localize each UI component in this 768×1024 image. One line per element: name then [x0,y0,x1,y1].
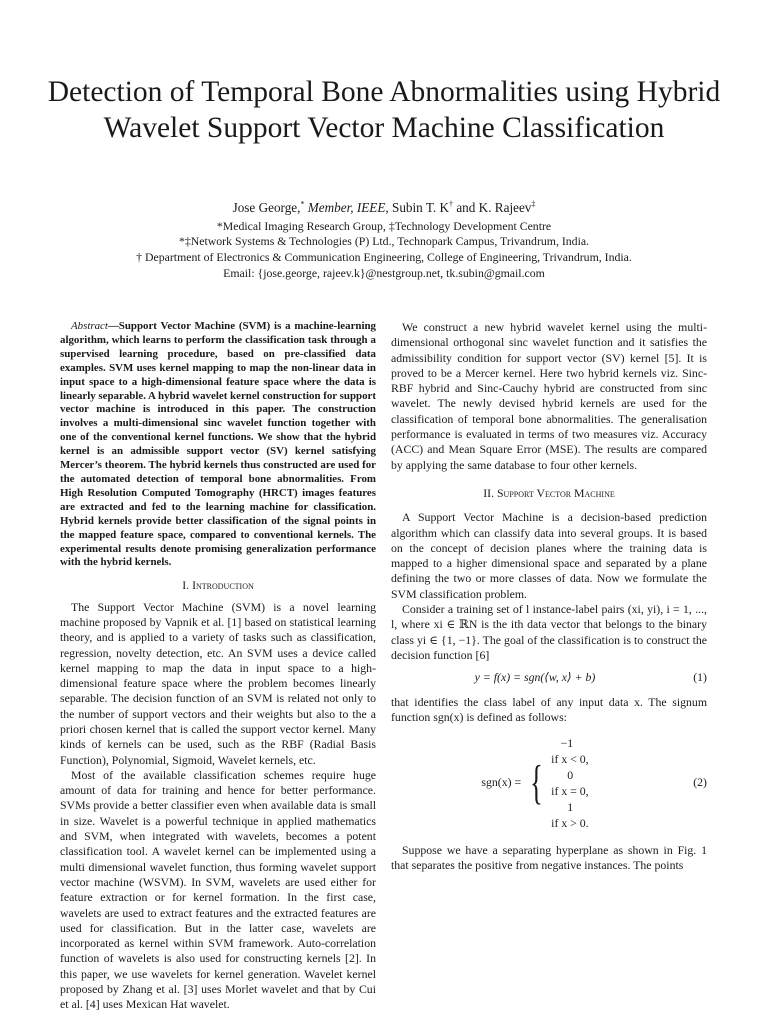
affiliation-line: *Medical Imaging Research Group, ‡Technology Development Centre [216,219,552,233]
section-number: I. [182,578,190,593]
author-line [20,200,748,216]
intro-paragraph-3: We construct a new hybrid wavelet kernel using the multi-dimensional orthogonal sinc wavelet function and it satisfies the admissibility condition for support vector (SV) kernel [5]. It is proved to be a Mercer kernel. Here two hybrid kernels viz. Sinc-RBF hybrid and Sinc-Cauchy hybrid are constructed from sinc wavelet. The newly devised hybrid kernels are used for the classification of temporal bone abnormalities. The generalisation performance is evaluated in terms of two measures viz. Accuracy (ACC) and Mean Square Error (MSE). The results are compared by applying the same database to four other kernels. [391,320,707,472]
svm-paragraph-2: Consider a training set of l instance-label pairs (xi, yi), i = 1, ..., l, where xi ∈ ℝN is the ith data vector that belongs to the binary class yi ∈ {1, −1}. The goal of the classification is to construct the decision function [6] [391,602,707,662]
section-heading-svm [391,486,707,501]
equation-1 [391,670,707,685]
case-row: 0 if x = 0, [551,768,589,799]
section-heading-introduction [60,578,376,593]
equation-2-body [481,735,588,831]
affiliation-line: *‡Network Systems & Technologies (P) Ltd., Technopark Campus, Trivandrum, India. [178,234,590,248]
abstract-text: —Support Vector Machine (SVM) is a machine-learning algorithm, which learns to perform the classification task through a supervised learning procedure, based on pre-classified data examples. SVM uses kernel mapping to map the non-linear data in input space to a high-dimensional feature space where the data is linearly separable. A hybrid wavelet kernel construction for support vector machine is introduced in this paper. The construction involves a multi-dimensional sinc wavelet function together with one of the conventional kernel functions. We show that the hybrid kernel is an admissible support vector (SV) kernel satisfying Mercer’s theorem. The hybrid kernels thus constructed are used for the automated detection of temporal bone abnormalities. From High Resolution Computed Tomography (HRCT) images features are extracted and fed to the learning machine for classification. Hybrid kernels provide better classification of the signal points in the mapped feature space, compared to conventional kernels. The experimental results denote promising generalization performance with the hybrid kernels. [60,320,376,569]
author-jose: Jose George,* Member, IEEE, [232,199,389,215]
author-subin: Subin T. K† [392,199,454,215]
intro-paragraph-1: The Support Vector Machine (SVM) is a novel learning machine proposed by Vapnik et al. [1] based on statistical learning theory, and is applied to a variety of tasks such as classification, regression, novelty detection, etc. An SVM uses a device called kernel mapping to map the data in input space to a high-dimensional feature space where the problem becomes linearly separable. The decision function of an SVM is related not only to the number of support vectors and their weights but also to the a priori chosen kernel that is called the support vector kernel. Many kinds of kernels can be used, such as the RBF (Radial Basis Function), Polynomial, Sigmoid, Wavelet kernels, etc. [60,599,376,767]
equation-2 [391,735,707,831]
equation-1-number: (1) [693,670,707,685]
section-title: Introduction [192,578,254,593]
email-line: Email: {jose.george, rajeev.k}@nestgroup.net, tk.subin@gmail.com [223,266,545,280]
equation-2-cases [551,735,588,831]
equation-2-lhs: sgn(x) = [481,775,522,790]
abstract-label: Abstract [71,320,108,332]
svm-paragraph-3: that identifies the class label of any input data x. The signum function sgn(x) is defined as follows: [391,694,707,724]
author-rajeev: K. Rajeev‡ [478,199,536,215]
brace-symbol: { [530,756,543,810]
equation-2-number: (2) [693,775,707,790]
paper-title: Detection of Temporal Bone Abnormalities using Hybrid Wavelet Support Vector Machine Classification [47,76,721,144]
abstract [60,320,376,570]
svm-paragraph-4: Suppose we have a separating hyperplane as shown in Fig. 1 that separates the positive from negative instances. The points [391,843,707,873]
right-column [391,320,707,874]
left-column [60,320,376,1013]
affiliation-line: † Department of Electronics & Communication Engineering, College of Engineering, Trivandrum, India. [136,250,632,264]
section-number: II. [483,485,495,500]
case-row: −1 if x < 0, [551,736,589,767]
author-and: and [456,200,476,215]
case-row: 1 if x > 0. [551,800,589,831]
intro-paragraph-2: Most of the available classification schemes require huge amount of data for training and hence for better performance. SVMs provide a better classifier even when available data is small in size. Wavelet is a powerful technique in applied mathematics and SVM, when integrated with wavelets, becomes a potent classification tool. A wavelet kernel can be implemented using a multi dimensional wavelet function, thus forming wavelet support vector machine (WSVM). In SVM, wavelets are used either for feature extraction or for kernel formation. In the first case, wavelets are used to extract features and the extracted features are used for classification. But in the latter case, wavelets are incorporated as kernel within SVM framework. Auto-correlation function of wavelets is also used for constructing kernels [2]. In this paper, we use wavelets for kernel generation. Wavelet kernel proposed by Zhang et al. [3] uses Morlet wavelet and that by Cui et al. [4] uses Mexican Hat wavelet. [60,767,376,1012]
section-title: Support Vector Machine [497,485,615,500]
equation-1-body: y = f(x) = sgn(⟨w, x⟩ + b) [474,670,596,685]
svm-paragraph-1: A Support Vector Machine is a decision-based prediction algorithm which can classify data into several groups. It is based on the concept of decision planes where the training data is mapped to a higher dimensional space and separated by a plane defining the two or more classes of data. Now we formulate the SVM classification problem. [391,510,707,601]
